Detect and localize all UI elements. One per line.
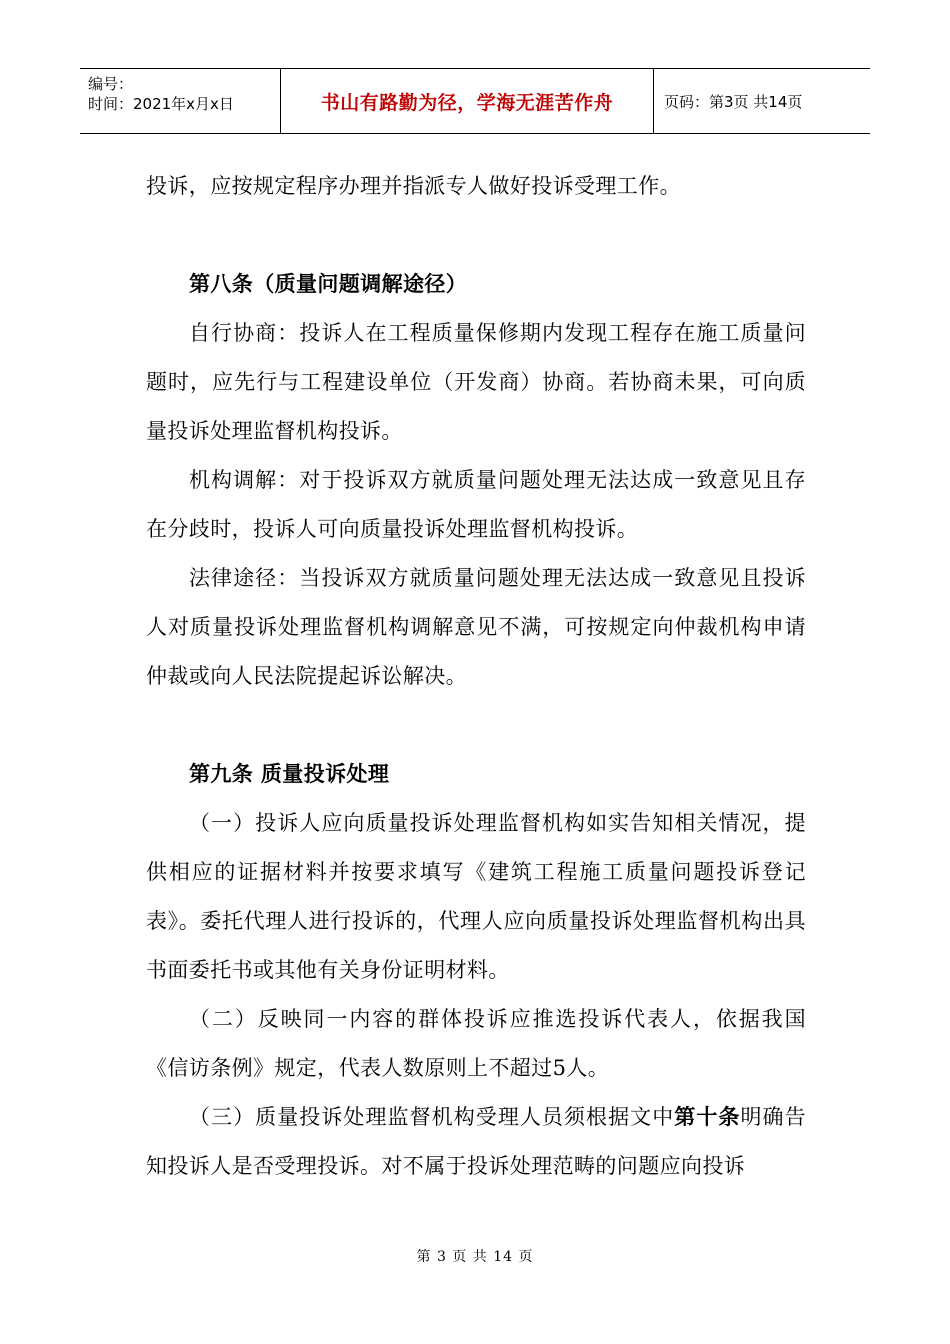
header-page-info: 页码：第3页 共14页 (664, 92, 803, 111)
article-9-paragraph-3 (146, 1093, 806, 1191)
article-9-paragraph-3-part-c: 明确告知投诉人是否受理投诉。对不属于投诉处理范畴的问题应向投诉 (146, 1105, 807, 1178)
page-header (80, 68, 870, 134)
header-meta-cell (80, 69, 281, 133)
paragraph-spacer (146, 701, 806, 750)
header-motto: 书山有路勤为径，学海无涯苦作舟 (320, 91, 614, 114)
article-8-heading: 第八条（质量问题调解途径） (189, 272, 468, 296)
document-number-label: 编号： (88, 75, 134, 93)
paragraph-spacer (146, 211, 806, 260)
header-motto-cell (281, 69, 654, 133)
page-footer: 第 3 页 共 14 页 (416, 1249, 534, 1265)
article-9-paragraph-2: （二）反映同一内容的群体投诉应推选投诉代表人，依据我国《信访条例》规定，代表人数原则上不超过5人。 (146, 1007, 806, 1080)
article-8-paragraph-1: 自行协商：投诉人在工程质量保修期内发现工程存在施工质量问题时，应先行与工程建设单位（开发商）协商。若协商未果，可向质量投诉处理监督机构投诉。 (146, 321, 806, 443)
document-date-label: 时间：2021年x月x日 (88, 95, 234, 113)
article-9-paragraph-1: （一）投诉人应向质量投诉处理监督机构如实告知相关情况，提供相应的证据材料并按要求填写《建筑工程施工质量问题投诉登记表》。委托代理人进行投诉的，代理人应向质量投诉处理监督机构出具书面委托书或其他有关身份证明材料。 (146, 811, 806, 982)
article-8-paragraph-2: 机构调解：对于投诉双方就质量问题处理无法达成一致意见且存在分歧时，投诉人可向质量投诉处理监督机构投诉。 (146, 468, 806, 541)
body-paragraph: 投诉，应按规定程序办理并指派专人做好投诉受理工作。 (146, 174, 681, 198)
article-9-heading: 第九条 质量投诉处理 (189, 762, 390, 786)
article-8-paragraph-3: 法律途径：当投诉双方就质量问题处理无法达成一致意见且投诉人对质量投诉处理监督机构调解意见不满，可按规定向仲裁机构申请仲裁或向人民法院提起诉讼解决。 (146, 566, 806, 688)
article-10-reference: 第十条 (674, 1105, 741, 1129)
header-page-cell (654, 69, 870, 133)
document-body (146, 162, 806, 1191)
article-9-paragraph-3-part-a: （三）质量投诉处理监督机构受理人员须根据文中 (189, 1105, 675, 1129)
